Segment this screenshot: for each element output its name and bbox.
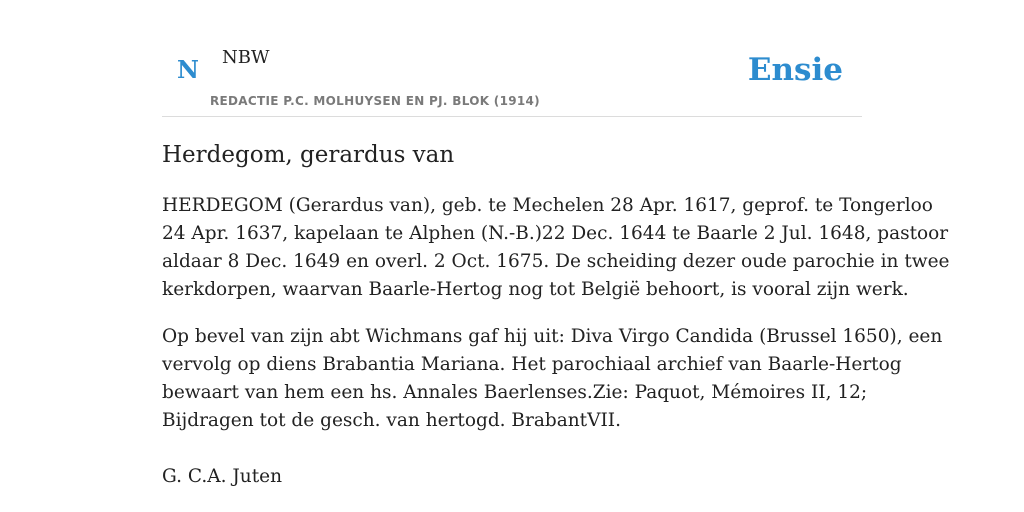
source-editors: REDACTIE P.C. MOLHUYSEN EN PJ. BLOK (1914) bbox=[210, 94, 540, 108]
article-title: Herdegom, gerardus van bbox=[162, 142, 455, 168]
article-author: G. C.A. Juten bbox=[162, 466, 283, 487]
paragraph-line: Bijdragen tot de gesch. van hertogd. BrabantVII. bbox=[162, 410, 621, 431]
article bbox=[162, 138, 950, 491]
article-paragraph-1 bbox=[162, 192, 950, 304]
paragraph-line: HERDEGOM (Gerardus van), geb. te Mechelen 28 Apr. 1617, geprof. te Tongerloo bbox=[162, 195, 933, 216]
article-paragraph-2 bbox=[162, 323, 943, 435]
paragraph-line: kerkdorpen, waarvan Baarle-Hertog nog tot België behoort, is vooral zijn werk. bbox=[162, 279, 909, 300]
paragraph-line: bewaart van hem een hs. Annales Baerlenses.Zie: Paquot, Mémoires II, 12; bbox=[162, 382, 868, 403]
paragraph-line: aldaar 8 Dec. 1649 en overl. 2 Oct. 1675. De scheiding dezer oude parochie in twee bbox=[162, 251, 950, 272]
source-logo-icon[interactable]: N bbox=[177, 55, 199, 84]
source-name-link[interactable]: NBW bbox=[222, 47, 270, 68]
source-header bbox=[162, 0, 862, 117]
paragraph-line: Op bevel van zijn abt Wichmans gaf hij uit: Diva Virgo Candida (Brussel 1650), een bbox=[162, 326, 943, 347]
paragraph-line: 24 Apr. 1637, kapelaan te Alphen (N.-B.)22 Dec. 1644 te Baarle 2 Jul. 1648, pastoor bbox=[162, 223, 949, 244]
brand-logo-link[interactable]: Ensie bbox=[747, 52, 843, 88]
paragraph-line: vervolg op diens Brabantia Mariana. Het parochiaal archief van Baarle-Hertog bbox=[162, 354, 902, 375]
